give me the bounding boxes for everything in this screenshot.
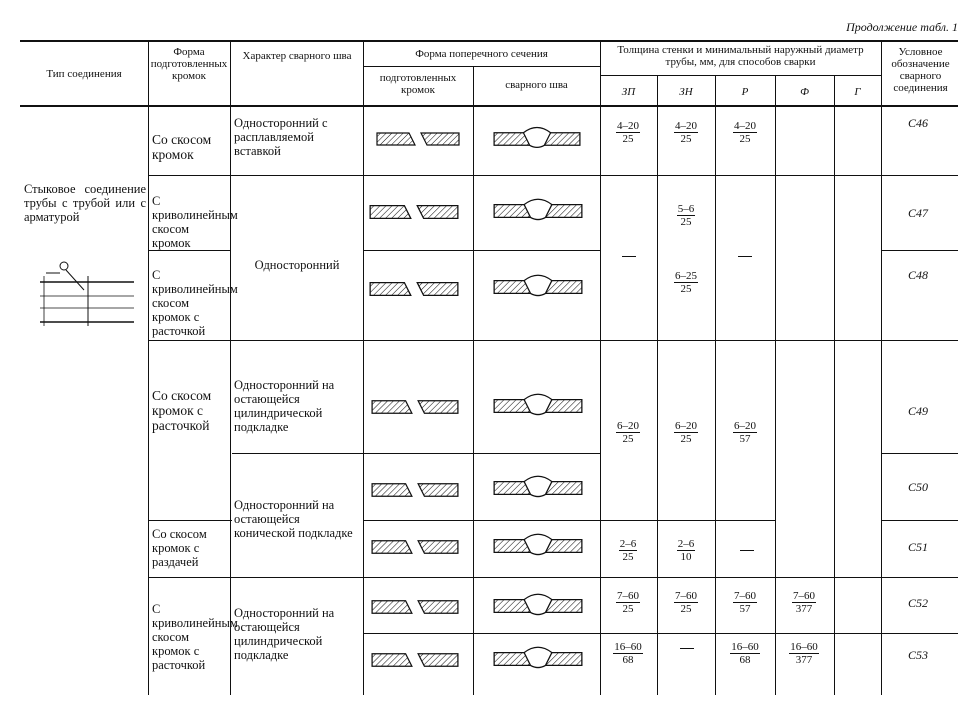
col-rule (715, 75, 716, 695)
row-rule (148, 577, 958, 578)
header-section-prepared: подготовленных кромок (379, 72, 457, 96)
section-weld-c52 (492, 590, 584, 622)
code-c51: С51 (907, 540, 928, 554)
row-rule (363, 250, 600, 251)
value-c52-r: $\frac{7-60}{57}$ (734, 590, 756, 615)
value-c46-zn: $\frac{4-20}{25}$ (675, 120, 697, 145)
weld-character-1: Односторонний с расплавляемой вставкой (234, 116, 328, 158)
value-c49-r: $\frac{6-20}{57}$ (734, 420, 756, 445)
value-c49-zp: $\frac{6-20}{25}$ (617, 420, 639, 445)
dash-zp-c47-48 (622, 256, 636, 257)
edge-form-3: С криволинейным скосом кромок с расточкой (152, 268, 238, 338)
value-c46-zp: $\frac{4-20}{25}$ (617, 120, 639, 145)
section-prepared-c48 (368, 276, 460, 302)
value-c52-zp: $\frac{7-60}{25}$ (617, 590, 639, 615)
code-c50: С50 (907, 480, 928, 494)
dash-zn-c53 (680, 648, 694, 649)
row-rule (148, 520, 232, 521)
value-c52-zn: $\frac{7-60}{25}$ (675, 590, 697, 615)
value-c53-zp: $\frac{16-60}{68}$ (614, 641, 642, 666)
edge-form-1: Со скосом кромок (152, 132, 212, 162)
header-bottom-rule (20, 105, 958, 107)
value-c51-zn: $\frac{2-6}{10}$ (677, 538, 695, 563)
header-section-weld: сварного шва (505, 79, 568, 91)
row-rule (600, 520, 775, 521)
header-edge-form: Форма подготовленных кромок (150, 46, 228, 82)
continuation-label: Продолжение табл. 1 (846, 20, 958, 34)
method-zp: ЗП (621, 86, 636, 98)
value-c49-zn: $\frac{6-20}{25}$ (675, 420, 697, 445)
col-rule (473, 66, 474, 695)
section-prepared-c50 (370, 474, 460, 506)
dash-r-c47-48 (738, 256, 752, 257)
col-rule (230, 40, 231, 695)
row-rule (363, 520, 600, 521)
value-c46-r: $\frac{4-20}{25}$ (734, 120, 756, 145)
edge-form-5: Со скосом кромок с раздачей (152, 527, 207, 569)
dash-r-c51 (740, 550, 754, 551)
edge-form-2: С криволинейным скосом кромок (152, 194, 238, 250)
header-designation: Условное обозначение сварного соединения (891, 46, 950, 94)
col-rule (363, 40, 364, 695)
weld-character-3: Односторонний на остающейся цилиндрической подкладке (234, 378, 335, 434)
header-joint-type: Тип соединения (46, 68, 122, 80)
section-prepared-c47 (368, 197, 460, 227)
section-weld-c50 (492, 470, 584, 506)
row-rule (881, 250, 958, 251)
code-c48: С48 (907, 268, 928, 282)
value-c52-f: $\frac{7-60}{377}$ (793, 590, 815, 615)
row-rule (881, 520, 958, 521)
joint-sketch (38, 256, 138, 332)
row-rule (148, 250, 230, 251)
weld-character-2: Односторонний (254, 258, 340, 272)
code-c46: С46 (907, 116, 928, 130)
value-c53-r: $\frac{16-60}{68}$ (731, 641, 759, 666)
value-c47-zn: $\frac{5-6}{25}$ (677, 203, 695, 228)
row-rule (363, 633, 958, 634)
weld-character-4: Односторонний на остающейся конической подкладке (234, 498, 353, 540)
col-rule (881, 40, 882, 695)
section-weld-c49 (492, 388, 584, 424)
section-weld-c48 (492, 272, 584, 302)
header-thickness: Толщина стенки и минимальный наружный диаметр трубы, мм, для способов сварки (617, 44, 864, 68)
dash-f (798, 340, 812, 341)
section-weld-c46 (492, 126, 582, 152)
value-c51-zp: $\frac{2-6}{25}$ (619, 538, 637, 563)
col-rule (834, 75, 835, 695)
section-prepared-c49 (370, 390, 460, 424)
section-prepared-c46 (375, 127, 461, 151)
weld-character-5: Односторонний на остающейся цилиндрической подкладке (234, 606, 335, 662)
code-c47: С47 (907, 206, 928, 220)
edge-form-4: Со скосом кромок с расточкой (152, 388, 212, 433)
method-g: Г (854, 86, 861, 98)
code-c53: С53 (907, 648, 928, 662)
header-section-form: Форма поперечного сечения (415, 48, 548, 60)
section-prepared-c52 (370, 592, 460, 622)
method-r: Р (741, 86, 749, 98)
edge-form-6: С криволинейным скосом кромок с расточкой (152, 602, 238, 672)
rule (363, 66, 600, 67)
section-prepared-c51 (370, 532, 460, 562)
section-weld-c53 (492, 644, 584, 674)
section-weld-c51 (492, 530, 584, 562)
value-c48-zn: $\frac{6-25}{25}$ (675, 270, 697, 295)
row-rule (881, 453, 958, 454)
section-weld-c47 (492, 195, 584, 227)
method-zn: ЗН (679, 86, 693, 98)
code-c52: С52 (907, 596, 928, 610)
code-c49: С49 (907, 404, 928, 418)
table-top-rule (20, 40, 958, 42)
value-c53-f: $\frac{16-60}{377}$ (790, 641, 818, 666)
section-prepared-c53 (370, 646, 460, 674)
header-weld-character: Характер сварного шва (242, 50, 352, 62)
dash-g (851, 340, 865, 341)
col-rule (148, 40, 149, 695)
row-rule (148, 340, 958, 341)
method-f: Ф (800, 86, 809, 98)
row-rule (232, 453, 600, 454)
rule (600, 75, 881, 76)
joint-type-text: Стыковое соединение трубы с трубой или с арматурой (24, 182, 146, 224)
row-rule (148, 175, 958, 176)
